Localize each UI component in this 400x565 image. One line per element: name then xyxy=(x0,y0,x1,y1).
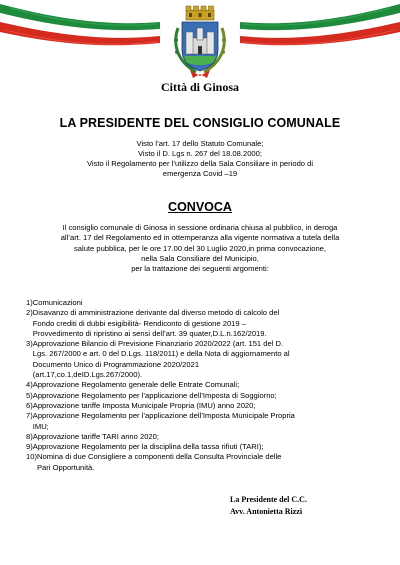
intro-line: salute pubblica, per le ore 17.00 del 30 Luglio 2020,in prima convocazione, xyxy=(73,243,327,253)
agenda-item-number: 6) xyxy=(26,400,33,410)
agenda-item xyxy=(26,411,380,432)
agenda-item-number: 2) xyxy=(26,308,33,318)
agenda-item-text xyxy=(33,308,380,339)
agenda-item-line: Approvazione Regolamento per l’applicazione dell’Imposta di Soggiorno; xyxy=(32,390,277,400)
legal-reference-line: Visto l’art. 17 dello Statuto Comunale; xyxy=(136,139,264,148)
agenda-item xyxy=(26,401,380,411)
header-banner xyxy=(0,0,400,80)
agenda-item-text xyxy=(33,432,380,442)
agenda-item-number: 3) xyxy=(26,339,33,349)
agenda-item-text xyxy=(33,401,380,411)
legal-reference-line: emergenza Covid –19 xyxy=(162,169,238,178)
agenda-item-number: 7) xyxy=(26,411,33,421)
agenda-item xyxy=(26,339,380,380)
agenda-item-text xyxy=(33,380,380,390)
legal-reference-line: Visto il Regolamento per l’utilizzo della Sala Consiliare in periodo di xyxy=(86,159,314,168)
agenda-item-text xyxy=(33,298,380,308)
signature-name: Avv. Antonietta Rizzi xyxy=(230,507,303,516)
intro-line: per la trattazione dei seguenti argomenti: xyxy=(131,264,269,274)
agenda-item-number: 8) xyxy=(26,431,33,441)
agenda-item-line: Approvazione Regolamento per la disciplina della tassa rifiuti (TARI); xyxy=(32,442,264,452)
agenda-item xyxy=(26,380,380,390)
agenda-item-line: Approvazione tariffe Imposta Municipale Propria (IMU) anno 2020; xyxy=(32,400,256,410)
agenda-item xyxy=(26,391,380,401)
agenda-item xyxy=(26,442,380,452)
agenda-item-number: 1) xyxy=(26,298,33,307)
convocation-intro xyxy=(30,223,370,274)
city-name: Città di Ginosa xyxy=(160,80,239,94)
agenda-item xyxy=(26,432,380,442)
agenda-item-line: Approvazione tariffe TARI anno 2020; xyxy=(32,431,159,441)
agenda-item-text xyxy=(33,442,380,452)
agenda-item-line: Approvazione Bilancio di Previsione Finanziario 2020/2022 (art. 151 del D. xyxy=(32,339,284,349)
intro-line: all’art. 17 del Regolamento ed in ottemperanza alla vigente normativa a tutela della xyxy=(60,233,340,243)
agenda-item-text xyxy=(37,452,380,473)
italian-flag-ribbon-left xyxy=(0,4,160,45)
agenda-item-number: 9) xyxy=(26,442,33,452)
legal-references xyxy=(40,139,360,179)
agenda-item xyxy=(26,298,380,308)
signature-block xyxy=(230,494,307,518)
agenda-item-line: (art.17,co.1,deID.Lgs.267/2000). xyxy=(32,370,143,380)
legal-reference-line: Visto il D. Lgs n. 267 del 18.08.2000; xyxy=(138,149,262,158)
agenda-item-number: 4) xyxy=(26,380,33,390)
agenda-item-text xyxy=(33,339,380,380)
agenda-item-line: Documento Unico di Programmazione 2020/2021 xyxy=(32,359,200,369)
agenda-item-line: Lgs. 267/2000 e art. 0 del D.Lgs. 118/2011) e della Nota di aggiornamento al xyxy=(32,349,290,359)
convoca-heading: CONVOCA xyxy=(168,200,232,214)
agenda-item-line: Provvedimento di ripristino ai sensi dell’art. 39 quater,D.L.n.162/2019. xyxy=(32,328,267,338)
agenda-item-line: Fondo crediti di dubbi esigibilità- Rendiconto di gestione 2019 – xyxy=(32,318,246,328)
agenda-item-line: IMU; xyxy=(32,421,49,431)
agenda-item-text xyxy=(33,411,380,432)
agenda-item-line: Nomina di due Consigliere a componenti della Consulta Provinciale delle xyxy=(36,452,282,462)
agenda-item-text xyxy=(33,391,380,401)
agenda-item-number: 5) xyxy=(26,390,33,400)
agenda-item-number: 10) xyxy=(26,452,37,462)
agenda-item xyxy=(26,452,380,473)
signature-role: La Presidente del C.C. xyxy=(230,495,307,504)
agenda-item-line: Comunicazioni xyxy=(32,298,83,307)
ginosa-coat-of-arms-icon xyxy=(174,6,226,78)
agenda-list xyxy=(26,298,380,473)
agenda-item-line: Approvazione Regolamento generale delle Entrate Comunali; xyxy=(32,380,240,390)
intro-line: nella Sala Consiliare del Municipio, xyxy=(141,253,259,263)
italian-flag-ribbon-right xyxy=(240,4,400,45)
agenda-item-line: Disavanzo di amministrazione derivante dal diverso metodo di calcolo del xyxy=(32,308,280,318)
agenda-item xyxy=(26,308,380,339)
page-title: LA PRESIDENTE DEL CONSIGLIO COMUNALE xyxy=(59,116,341,130)
agenda-item-line: Pari Opportunità. xyxy=(36,462,95,472)
intro-line: Il consiglio comunale di Ginosa in sessione ordinaria chiusa al pubblico, in deroga xyxy=(62,223,338,232)
agenda-item-line: Approvazione Regolamento per l’applicazione dell’Imposta Municipale Propria xyxy=(32,411,295,421)
